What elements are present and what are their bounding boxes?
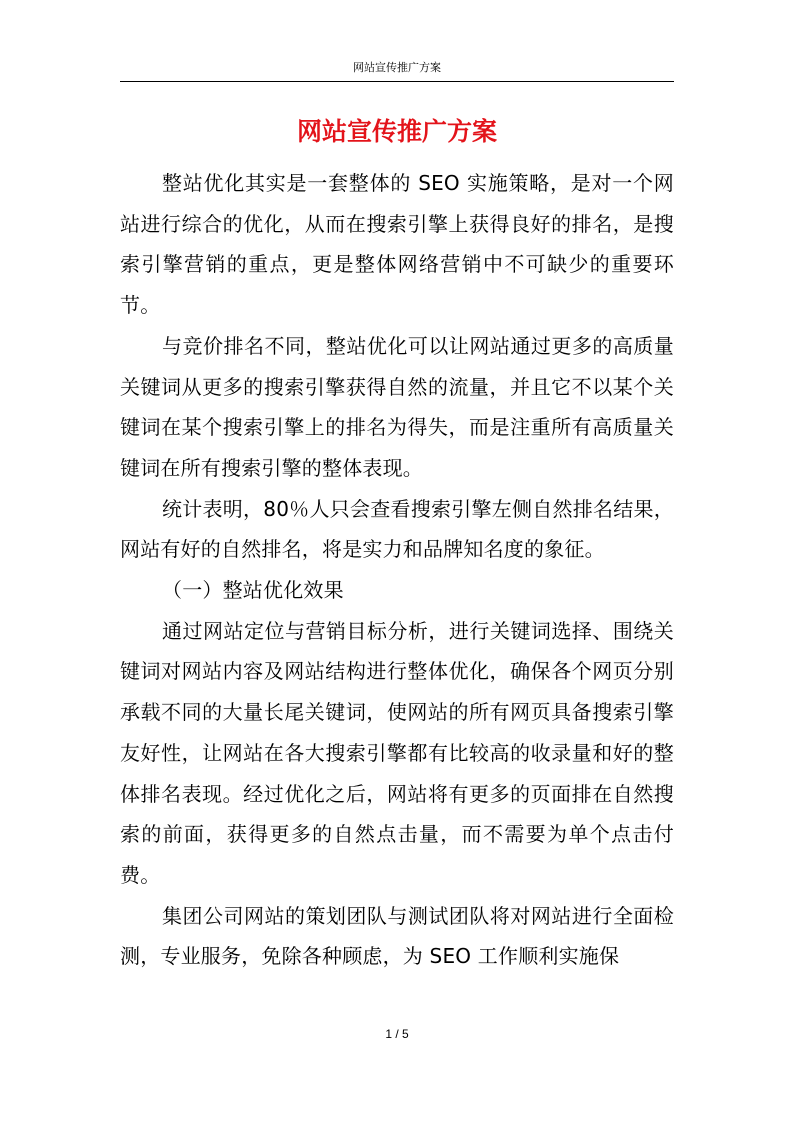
page-number: 1 / 5 — [385, 1027, 409, 1041]
paragraph-intro: 整站优化其实是一套整体的 SEO 实施策略，是对一个网站进行综合的优化，从而在搜索引擎上获得良好的排名，是搜索引擎营销的重点，更是整体网络营销中不可缺少的重要环节。 — [120, 171, 674, 318]
paragraph-optimization-effect: 通过网站定位与营销目标分析，进行关键词选择、围绕关键词对网站内容及网站结构进行整体优化，确保各个网页分别承载不同的大量长尾关键词，使网站的所有网页具备搜索引擎友好性，让网站在各大搜索引擎都有比较高的收录量和好的整体排名表现。经过优化之后，网站将有更多的页面排在自然搜索的前面，获得更多的自然点击量，而不需要为单个点击付费。 — [120, 618, 674, 887]
running-header: 网站宣传推广方案 — [353, 61, 441, 74]
section-heading-optimization-effect: （一）整站优化效果 — [162, 578, 344, 603]
document-body — [120, 163, 674, 977]
header-divider — [120, 81, 674, 82]
paragraph-bidding-comparison: 与竞价排名不同，整站优化可以让网站通过更多的高质量关键词从更多的搜索引擎获得自然的流量，并且它不以某个关键词在某个搜索引擎上的排名为得失，而是注重所有高质量关键词在所有搜索引擎的整体表现。 — [120, 333, 674, 480]
document-title: 网站宣传推广方案 — [296, 117, 497, 146]
paragraph-statistics: 统计表明，80％人只会查看搜索引擎左侧自然排名结果，网站有好的自然排名，将是实力和品牌知名度的象征。 — [120, 496, 674, 562]
paragraph-team-service: 集团公司网站的策划团队与测试团队将对网站进行全面检测，专业服务，免除各种顾虑，为 SEO 工作顺利实施保 — [120, 903, 674, 969]
